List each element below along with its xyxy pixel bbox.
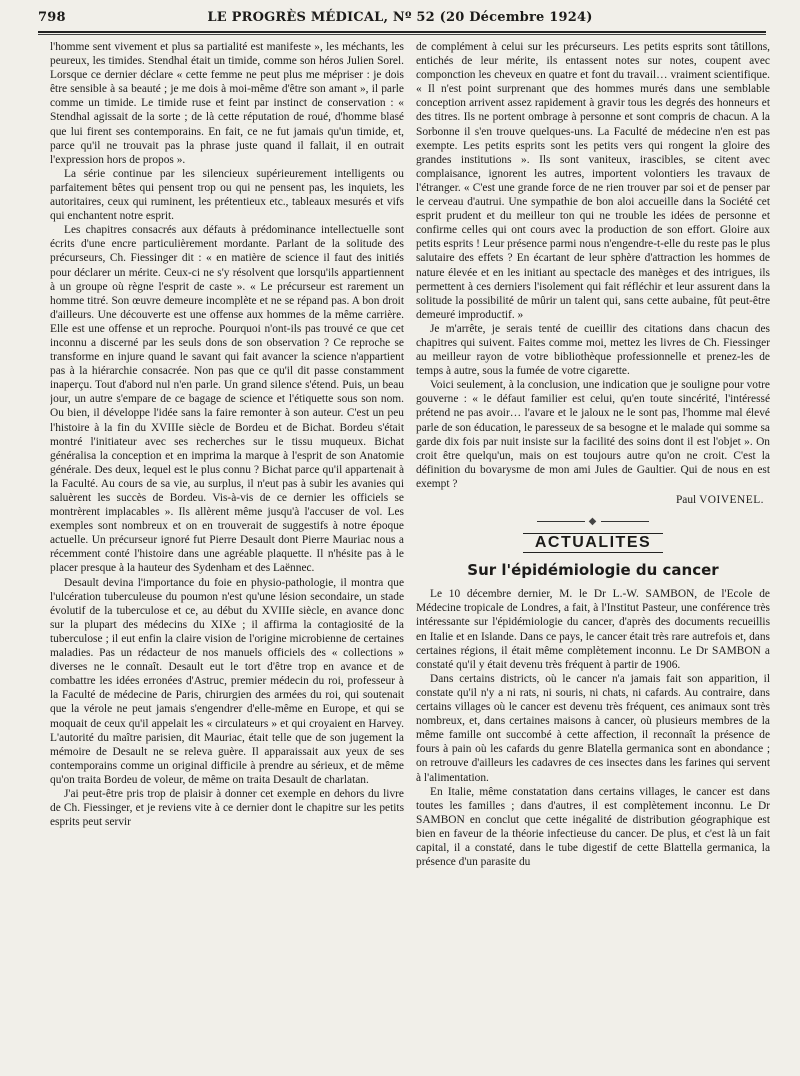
paragraph: l'homme sent vivement et plus sa partialité est manifeste », les méchants, les peureux, les timides. Stendhal était un timide, comme son héros Julien Sorel. Lorsque ce dernier déclare « cette femme ne peut plus me mépriser : je dois être sensible à sa beauté ; je me dois à moi-même d'être son amant », il parle comme un timide. Le timide ruse et feint par instinct de conservation : « Stendhal agissait de la sorte ; de là cette réputation de roué, d'homme blasé que lui firent ses contemporains. En fait, ce ne fut jamais qu'un timide, et, parce qu'il ne trouvait pas la phrase juste quand il fallait, il en outrait l'expression hors de propos ».: [50, 41, 404, 166]
running-header: [34, 10, 766, 28]
author-signature: [416, 493, 764, 507]
header-rule-thin: [38, 34, 766, 35]
paragraph: Je m'arrête, je serais tenté de cueillir des citations dans chacun des chapitres qui suivent. Faites comme moi, mettez les livres de Ch. Fiessinger au meilleur rayon de votre bibliothèque professionnelle et prenez-les de temps à autre, sous la fumée de votre cigarette.: [416, 322, 770, 378]
paragraph: Dans certains districts, où le cancer n'a jamais fait son apparition, il constate qu'il n'y a ni rats, ni souris, ni chats, ni cafards. Au contraire, dans certains villages où le cancer est devenu très fréquent, ces animaux sont très nombreux, et, dans certaines maisons à cancer, où plusieurs membres de la même famille ont succombé à cette affection, il reconnaît la présence de fours à pain où les cafards du genre Blatella germanica sont en abondance ; on retrouve d'ailleurs les cadavres de ces insectes dans les farines qui servent à l'alimentation.: [416, 672, 770, 784]
paragraph: de complément à celui sur les précurseurs. Les petits esprits sont tâtillons, entichés de leur mérite, ils entassent notes sur notes, coupent avec componction les cheveux en quatre et font du travail… vraiment scientifique. « Il n'est point surprenant que des hommes murés dans une semblable conception arrivent assez rapidement à gravir tous les degrés des honneurs et des titres. Ils ne portent ombrage à personne et sont compris de chacun. A la Sorbonne il s'en trouve quelques-uns. La Faculté de médecine n'en est pas exempte. Les petits esprits sont les petits vers qui rongent la gloire des grandes institutions ». Ils sont vaniteux, irascibles, se citent avec complaisance, ignorent les autres, importent volontiers les travaux de l'étranger. « C'est une grande force de ne rien trouver par soi et de penser par le cerveau d'autrui. Une sympathie de bon aloi accueille dans la Société cet esprit prudent et du meilleur ton qui ne trouble les idées de personne et confirme celles qui ont cours avec la production de son effort. Gloire aux petits esprits ! Leur présence parmi nous n'engendre-t-elle du reste pas le plus salutaire des effets ? En écartant de leur sphère d'attraction les hommes de nature élevée et en les initiant au spectacle des manèges et des intrigues, ils permettent à ces derniers l'isolement qui fait réfléchir et leur assurent dans la solitude la possibilité de mûrir un talent qui, sans cette aubaine, fût peut-être demeuré improductif. »: [416, 41, 770, 321]
paragraph: Desault devina l'importance du foie en physio-pathologie, il montra que l'ulcération tuberculeuse du poumon n'est qu'une lésion secondaire, un stade évolutif de la tuberculose et ce, au début du XVIIIe siècle, en avance donc sur la plupart des médecins du XIXe ; il affirma la contagiosité de la tuberculose ; il eut enfin la claire vision de l'origine microbienne de certaines maladies. Pas un rédacteur de nos manuels officiels des « collections » diverses ne le connaît. Desault eut le tort d'être trop en avance et de combattre les idées erronées d'Astruc, premier médecin du roi, professeur à la Faculté de médecine de Paris, chirurgien des armées du roi, qui soutenait que la vérole ne peut jamais s'engendrer d'elle-même en Europe, et qui se moquait de ceux qu'il appelait les « circulateurs » et qui croyaient en Harvey. L'autorité du maître parisien, dit Mauriac, était telle que de son jugement la mémoire de Desault ne se releva guère. Il apparaissait aux yeux de ses contemporains comme un original difficile à prendre au sérieux, et de même qu'on traita Bordeu de voleur, de même on traita Desault de charlatan.: [50, 576, 404, 786]
paragraph: En Italie, même constatation dans certains villages, le cancer est dans toutes les familles ; dans d'autres, il est complètement inconnu. Le Dr SAMBON en conclut que cette inégalité de distribution géographique est bien en faveur de la théorie infectieuse du cancer. De plus, et c'est là un fait capital, il a constaté, dans le tube digestif de cette Blattella germanica, la présence d'un parasite du: [416, 785, 770, 869]
page-number: 798: [38, 10, 66, 25]
ornament-separator: ◆: [416, 515, 770, 527]
article-title: Sur l'épidémiologie du cancer: [467, 561, 719, 580]
journal-title: LE PROGRÈS MÉDICAL, Nº 52 (20 Décembre 1924): [207, 10, 593, 25]
header-rule: [38, 31, 766, 33]
paragraph: Les chapitres consacrés aux défauts à prédominance intellectuelle sont écrits d'une encre particulièrement mordante. Parlant de la solitude des précurseurs, Ch. Fiessinger dit : « en matière de science il faut des initiés pour déclarer un mérite. Ceux-ci ne s'y résolvent que lorsqu'ils appartiennent à un groupe où règne l'esprit de caste ». « Le précurseur est rarement un homme titré. Son œuvre demeure incomplète et ne se répand pas. A bon droit d'ailleurs. Une découverte est une offense aux hommes de la même carrière. Elle est une offense et un reproche. Pourquoi n'ont-ils pas trouvé ce que cet inconnu a discerné par les seuls dons de son observation ? Ce reproche se transforme en injure quand le savant qui fait avancer la science n'appartient pas à la hiérarchie consacrée. Non pas que ce qu'il dit passe constamment inaperçu. Tout d'abord nul n'en parle. Un grand silence s'étend. Puis, un beau jour, un autre s'empare de ce bagage de science et l'étiquette sous son nom. Ou bien, il développe l'idée sans la faire remonter à son auteur. C'est un peu l'histoire à la fin du XVIIIe siècle de Bordeu et de Bichat. Bordeu s'était montré l'initiateur avec ses recherches sur le tissu muqueux. Bichat généralisa la conception et en imprima la marque à l'esprit de son Anatomie générale. Des deux, lequel est le plus connu ? Bichat parce qu'il appartenait à la Faculté. Au cours de sa vie, au surplus, il n'eut pas à subir les avanies qui saluèrent les succès de Bordeu. Vis-à-vis de ce dernier les officiels se montrèrent implacables ». Ils allèrent même jusqu'à l'accuser de vol. Les exemples sont nombreux et on en trouverait de suggestifs à notre époque actuelle. Un précurseur ignoré fut Pierre Desault dont Pierre Mauriac nous a récemment conté l'histoire dans une agréable plaquette. Il n'hésite pas à le placer presque à la hauteur des Sydenham et des Laënnec.: [50, 224, 404, 575]
paragraph: Le 10 décembre dernier, M. le Dr L.-W. SAMBON, de l'Ecole de Médecine tropicale de Londres, a fait, à l'Institut Pasteur, une conférence très intéressante sur l'épidémiologie du cancer, d'après des documents recueillis en Italie et en Islande. Dans ce pays, le cancer était très rare autrefois et, dans certaines régions, il était même complètement inconnu. Le Dr SAMBON a constaté qu'il y était devenu très fréquent à partir de 1906.: [416, 588, 770, 671]
signature-last-name: VOIVENEL.: [699, 494, 764, 506]
paragraph: La série continue par les silencieux supérieurement intelligents ou parfaitement bêtes qui pensent trop ou qui ne pensent pas, les inquiets, les autoritaires, ceux qui ruminent, les prétentieux etc., tableaux mesurés et vifs qui enchantent notre esprit.: [50, 167, 404, 223]
signature-first-name: Paul: [675, 494, 697, 506]
right-column: [416, 40, 770, 1070]
section-title: ACTUALITES: [523, 533, 663, 553]
paragraph: Voici seulement, à la conclusion, une indication que je souligne pour votre gouverne : « le défaut familier est celui, qu'en toute sincérité, l'intéressé prétend ne pas avoir… l'avare et le jaloux ne le sont pas, l'homme mal élevé parle de son éducation, le paresseux de sa besogne et le malade qui somme sa garde dix fois par nuit insiste sur la facilité des soins dont il est l'objet ». On croit être quelqu'un, mais on est toujours autre qu'on ne croit. C'est la définition du bovarysme de mon ami Jules de Gaultier. Qui de nous en est exempt ?: [416, 379, 770, 490]
left-column: [50, 40, 404, 1070]
paragraph: J'ai peut-être pris trop de plaisir à donner cet exemple en dehors du livre de Ch. Fiessinger, et je reviens vite à ce dernier dont le chapitre sur les petits esprits peut servir: [50, 787, 404, 829]
section-heading: [416, 533, 770, 553]
